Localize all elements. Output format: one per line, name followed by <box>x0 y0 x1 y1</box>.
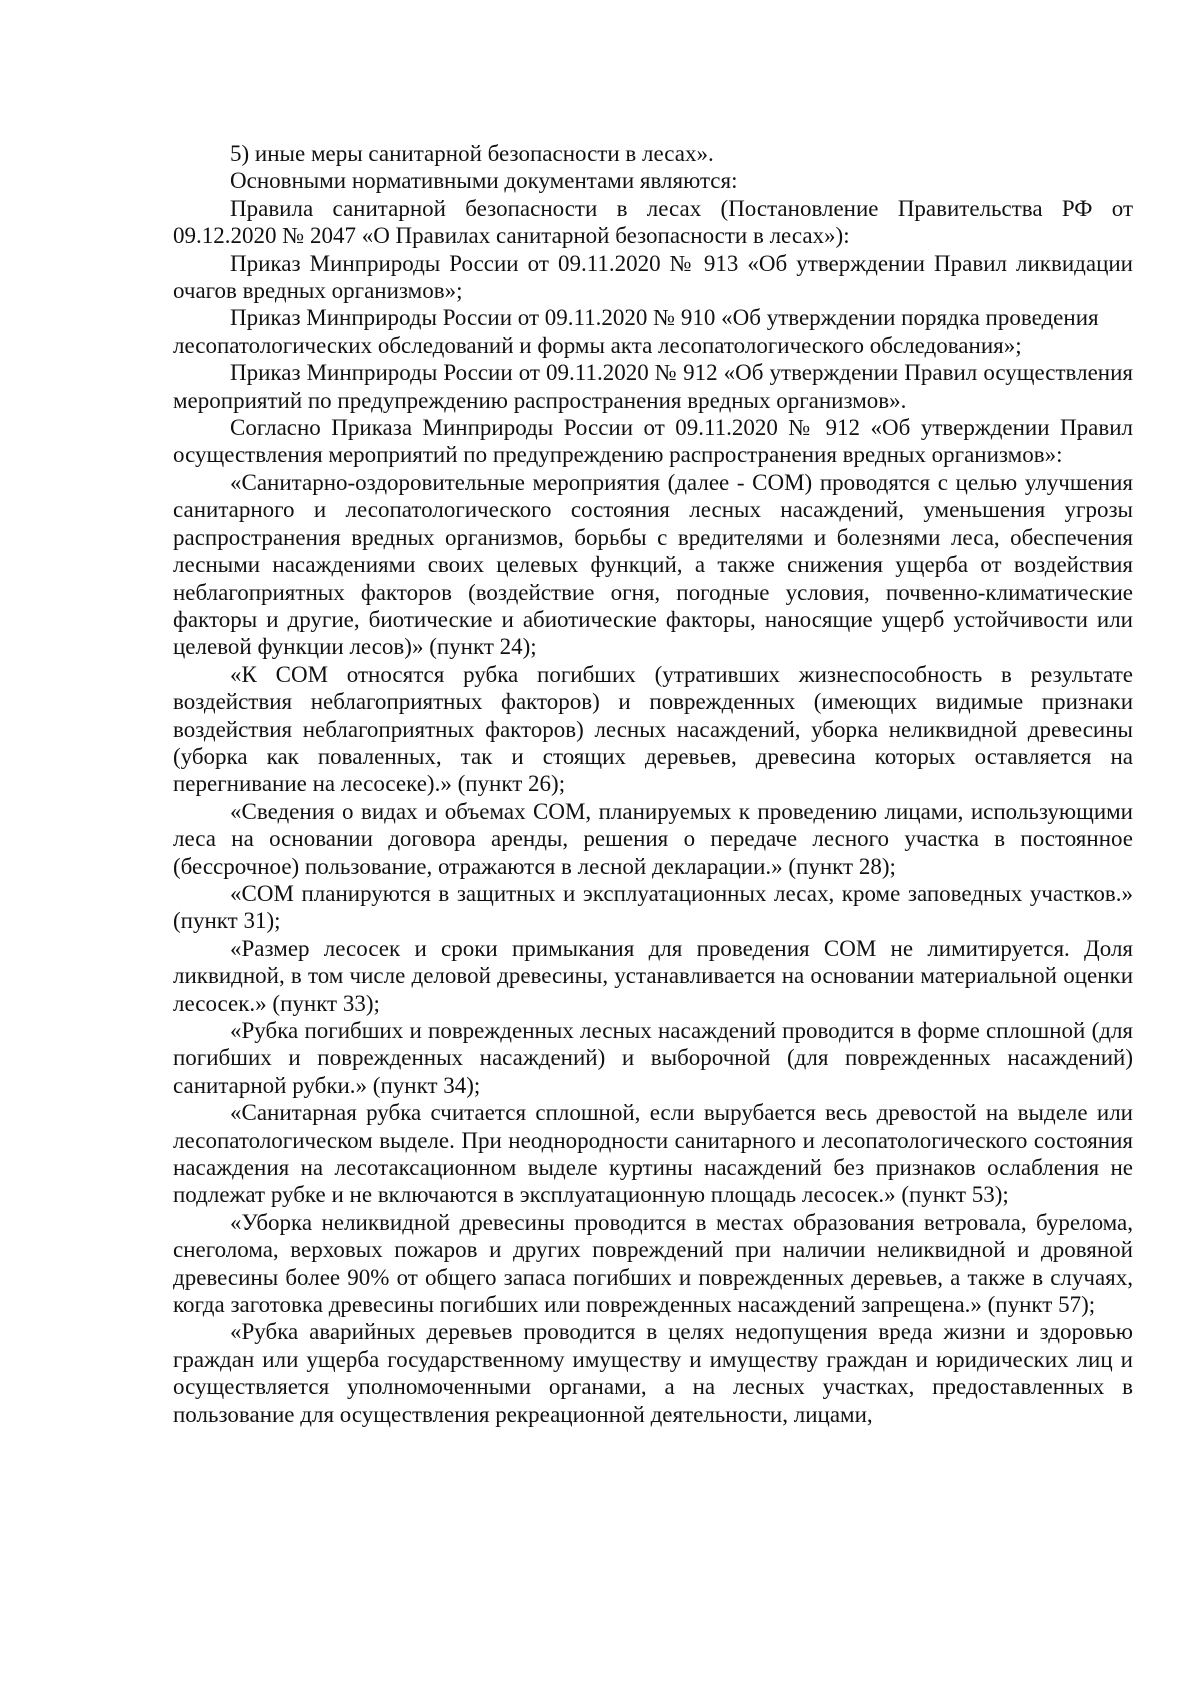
paragraph-according-to-order-912: Согласно Приказа Минприроды России от 09.11.2020 № 912 «Об утверждении Правил осуществления мероприятий по предупреждению распространения вредных организмов»: <box>173 415 1133 468</box>
paragraph-quote-item-57: «Уборка неликвидной древесины проводится в местах образования ветровала, бурелома, снеголома, верховых пожаров и других повреждений при наличии неликвидной и дровяной древесины более 90% от общего запаса погибших и поврежденных деревьев, а также в случаях, когда заготовка древесины погибших или поврежденных насаждений запрещена.» (пункт 57); <box>173 1209 1133 1318</box>
paragraph-list-item-5: 5) иные меры санитарной безопасности в лесах». <box>230 141 714 166</box>
paragraph-quote-emergency-trees: «Рубка аварийных деревьев проводится в целях недопущения вреда жизни и здоровью граждан или ущерба государственному имуществу и имуществу граждан и юридических лиц и осуществляется уполномоченными органами, а на лесных участках, предоставленных в пользование для осуществления рекреационной деятельности, лицами, <box>173 1319 1133 1427</box>
paragraph-order-910: Приказ Минприроды России от 09.11.2020 № 910 «Об утверждении порядка проведения лесопатологических обследований и формы акта лесопатологического обследования»; <box>173 305 1099 358</box>
paragraph-order-913: Приказ Минприроды России от 09.11.2020 № 913 «Об утверждении Правил ликвидации очагов вредных организмов»; <box>173 250 1133 304</box>
paragraph-rules-sanitary-safety: Правила санитарной безопасности в лесах (Постановление Правительства РФ от 09.12.2020 № 2047 «О Правилах санитарной безопасности в лесах»): <box>173 195 1133 249</box>
paragraph-quote-item-34: «Рубка погибших и поврежденных лесных насаждений проводится в форме сплошной (для погибших и поврежденных насаждений) и выборочной (для поврежденных насаждений) санитарной рубки.» (пункт 34); <box>173 1018 1133 1098</box>
paragraph-quote-item-53: «Санитарная рубка считается сплошной, если вырубается весь древостой на выделе или лесопатологическом выделе. При неоднородности санитарного и лесопатологического состояния насаждения на лесотаксационном выделе куртины насаждений без признаков ослабления не подлежат рубке и не включаются в эксплуатационную площадь лесосек.» (пункт 53); <box>173 1100 1133 1208</box>
paragraph-quote-item-33: «Размер лесосек и сроки примыкания для проведения СОМ не лимитируется. Доля ликвидной, в том числе деловой древесины, устанавливается на основании материальной оценки лесосек.» (пункт 33); <box>173 935 1133 1016</box>
paragraph-order-912: Приказ Минприроды России от 09.11.2020 № 912 «Об утверждении Правил осуществления мероприятий по предупреждению распространения вредных организмов». <box>173 360 1133 413</box>
paragraph-quote-item-26: «К СОМ относятся рубка погибших (утративших жизнеспособность в результате воздействия неблагоприятных факторов) и поврежденных (имеющих видимые признаки воздействия неблагоприятных факторов) лесных насаждений, уборка неликвидной древесины (уборка как поваленных, так и стоящих деревьев, древесина которых оставляется на перегнивание на лесосеке).» (пункт 26); <box>173 661 1133 797</box>
paragraph-quote-item-31: «СОМ планируются в защитных и эксплуатационных лесах, кроме заповедных участков.» (пункт 31); <box>173 880 1133 934</box>
paragraph-intro-normative-docs: Основными нормативными документами являются: <box>230 168 738 194</box>
document-body <box>173 140 1133 1428</box>
paragraph-quote-item-24: «Санитарно-оздоровительные мероприятия (далее - СОМ) проводятся с целью улучшения санитарного и лесопатологического состояния лесных насаждений, уменьшения угрозы распространения вредных организмов, борьбы с вредителями и болезнями леса, обеспечения лесными насаждениями своих целевых функций, а также снижения ущерба от воздействия неблагоприятных факторов (воздействие огня, погодные условия, почвенно-климатические факторы и другие, биотические и абиотические факторы, наносящие ущерб устойчивости или целевой функции лесов)» (пункт 24); <box>173 469 1133 660</box>
paragraph-quote-item-28: «Сведения о видах и объемах СОМ, планируемых к проведению лицами, использующими леса на основании договора аренды, решения о передаче лесного участка в постоянное (бессрочное) пользование, отражаются в лесной декларации.» (пункт 28); <box>173 798 1133 879</box>
